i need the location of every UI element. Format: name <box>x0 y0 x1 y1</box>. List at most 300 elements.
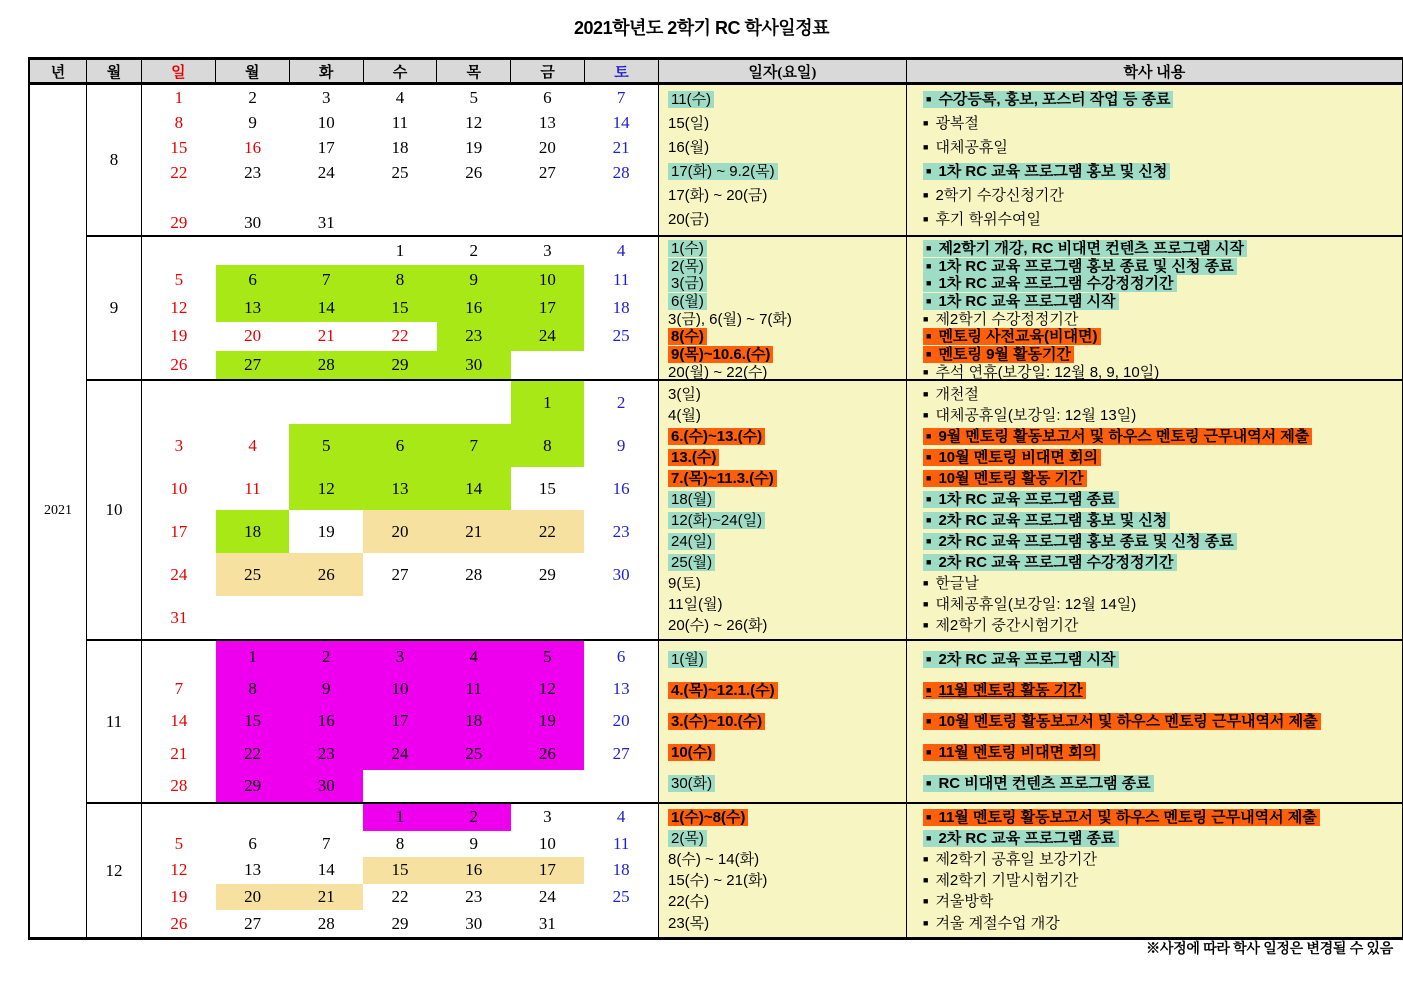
date-entry <box>668 407 902 425</box>
calendar-empty-cell <box>584 210 658 235</box>
event-text: ■ 대체공휴일 <box>923 139 1008 157</box>
calendar-day-11-20: 20 <box>612 711 630 731</box>
calendar-day-12-4: 4 <box>616 807 626 827</box>
date-text: 18(월) <box>668 491 715 508</box>
event-entry <box>923 386 1396 404</box>
calendar-day-12-10: 10 <box>538 833 556 853</box>
calendar-day-9-25: 25 <box>612 326 630 346</box>
calendar-day-9-7: 7 <box>289 265 363 293</box>
date-entry <box>668 163 902 181</box>
month-number-11: 11 <box>87 641 142 802</box>
calendar-empty-cell <box>584 351 658 379</box>
calendar-day-12-22: 22 <box>391 887 409 907</box>
calendar-day-9-15: 15 <box>363 294 437 322</box>
calendar-day-10-19: 19 <box>317 521 335 541</box>
calendar-day-8-21: 21 <box>612 137 630 157</box>
event-entry <box>923 407 1396 425</box>
event-entry <box>923 163 1396 181</box>
events-column-11 <box>907 641 1402 802</box>
calendar-day-12-8: 8 <box>395 833 405 853</box>
calendar-day-9-12: 12 <box>170 297 188 317</box>
month-block-12 <box>87 802 1402 937</box>
date-entry <box>668 775 902 793</box>
calendar-day-11-26: 26 <box>511 738 585 770</box>
calendar-empty-cell <box>363 596 437 639</box>
event-text: ■ 제2학기 수강정정기간 <box>923 310 1079 328</box>
header-day-thu: 목 <box>437 60 511 82</box>
date-text: 3(금), 6(월) ~ 7(화) <box>668 310 792 328</box>
calendar-day-9-23: 23 <box>437 322 511 350</box>
calendar-empty-cell <box>511 185 585 210</box>
calendar-day-12-11: 11 <box>612 833 630 853</box>
event-entry <box>923 449 1396 467</box>
bullet-square-icon: ■ <box>926 296 932 307</box>
event-entry <box>923 872 1396 890</box>
bullet-square-icon: ■ <box>926 451 932 462</box>
calendar-day-8-22: 22 <box>170 162 188 182</box>
calendar-day-9-6: 6 <box>216 265 290 293</box>
calendar-day-11-11: 11 <box>437 673 511 705</box>
date-text: 3(일) <box>668 385 701 403</box>
header-day-tue: 화 <box>290 60 364 82</box>
event-text: ■ 제2학기 중간시험기간 <box>923 616 1079 634</box>
calendar-day-9-21: 21 <box>317 326 335 346</box>
calendar-day-9-1: 1 <box>395 241 405 261</box>
event-text: ■ 광복절 <box>923 115 979 133</box>
date-entry <box>668 115 902 133</box>
calendar-day-8-12: 12 <box>465 112 483 132</box>
event-entry <box>923 775 1396 793</box>
event-entry <box>923 809 1396 827</box>
bullet-square-icon: ■ <box>926 94 932 105</box>
date-text: 1(수) <box>668 240 707 257</box>
calendar-empty-cell <box>437 596 511 639</box>
date-text: 3.(수)~10.(수) <box>668 713 765 730</box>
bullet-square-icon: ■ <box>923 409 929 420</box>
calendar-day-9-4: 4 <box>616 241 626 261</box>
date-entry <box>668 830 902 848</box>
bullet-square-icon: ■ <box>926 514 932 525</box>
calendar-empty-cell <box>216 381 290 424</box>
calendar-grid-8 <box>142 85 659 235</box>
calendar-day-12-2: 2 <box>437 804 511 831</box>
month-number-8: 8 <box>87 85 142 235</box>
month-block-9 <box>87 235 1402 379</box>
calendar-empty-cell <box>289 804 363 831</box>
calendar-day-11-2: 2 <box>289 641 363 673</box>
date-entry <box>668 346 902 364</box>
calendar-day-10-7: 7 <box>437 424 511 467</box>
date-text: 8(수) <box>668 328 707 345</box>
calendar-day-12-6: 6 <box>248 833 257 853</box>
bullet-square-icon: ■ <box>923 142 929 153</box>
date-text: 1(월) <box>668 651 707 668</box>
event-text: ■ 1차 RC 교육 프로그램 홍보 및 신청 <box>923 163 1170 180</box>
calendar-day-10-14: 14 <box>437 467 511 510</box>
calendar-day-11-12: 12 <box>511 673 585 705</box>
date-text: 4.(목)~12.1.(수) <box>668 682 778 699</box>
calendar-day-8-27: 27 <box>538 162 556 182</box>
calendar-day-11-16: 16 <box>289 705 363 737</box>
event-entry <box>923 311 1396 329</box>
date-text: 3(금) <box>668 275 707 292</box>
header-date-col: 일자(요일) <box>659 60 907 82</box>
calendar-empty-cell <box>584 185 658 210</box>
event-entry <box>923 428 1396 446</box>
calendar-empty-cell <box>142 185 216 210</box>
calendar-day-12-1: 1 <box>363 804 437 831</box>
date-text: 16(월) <box>668 139 710 157</box>
calendar-day-10-1: 1 <box>511 381 585 424</box>
date-text: 15(일) <box>668 115 710 133</box>
calendar-day-11-27: 27 <box>612 743 630 763</box>
calendar-day-11-17: 17 <box>363 705 437 737</box>
header-day-sat: 토 <box>585 60 659 82</box>
calendar-day-10-27: 27 <box>391 564 409 584</box>
date-entry <box>668 512 902 530</box>
event-text: ■ 2차 RC 교육 프로그램 홍보 및 신청 <box>923 512 1170 529</box>
event-text: ■ 2차 RC 교육 프로그램 수강정정기간 <box>923 554 1177 571</box>
date-text: 6.(수)~13.(수) <box>668 428 765 445</box>
calendar-empty-cell <box>216 596 290 639</box>
calendar-day-10-30: 30 <box>612 564 630 584</box>
calendar-day-8-1: 1 <box>174 87 184 107</box>
date-text: 7.(목)~11.3.(수) <box>668 470 777 487</box>
calendar-day-11-6: 6 <box>616 647 626 667</box>
table-body <box>30 85 1402 937</box>
calendar-day-9-11: 11 <box>612 269 630 289</box>
dates-column-8 <box>659 85 907 235</box>
calendar-day-9-20: 20 <box>244 326 262 346</box>
date-entry <box>668 240 902 258</box>
date-text: 30(화) <box>668 775 715 792</box>
bullet-square-icon: ■ <box>926 243 932 253</box>
calendar-day-10-10: 10 <box>170 478 188 498</box>
calendar-day-10-15: 15 <box>538 478 556 498</box>
calendar-day-9-14: 14 <box>289 294 363 322</box>
event-entry <box>923 187 1396 205</box>
calendar-day-10-4: 4 <box>248 435 257 455</box>
year-cell: 2021 <box>30 85 87 937</box>
event-text: ■ 겨울 계절수업 개강 <box>923 914 1060 932</box>
calendar-day-11-28: 28 <box>170 775 188 795</box>
event-text: ■ 겨울방학 <box>923 893 994 911</box>
calendar-day-8-4: 4 <box>395 87 405 107</box>
calendar-day-8-9: 9 <box>248 112 257 132</box>
bullet-square-icon: ■ <box>923 388 929 399</box>
calendar-day-12-31: 31 <box>538 913 556 933</box>
date-text: 8(수) ~ 14(화) <box>668 851 760 869</box>
event-text: ■ 11월 멘토링 활동 기간 <box>923 682 1086 699</box>
calendar-empty-cell <box>142 381 216 424</box>
calendar-day-11-7: 7 <box>174 679 184 699</box>
date-entry <box>668 682 902 700</box>
calendar-day-12-3: 3 <box>543 807 552 827</box>
calendar-day-11-10: 10 <box>363 673 437 705</box>
month-block-10 <box>87 379 1402 639</box>
events-column-10 <box>907 381 1402 639</box>
calendar-day-8-30: 30 <box>244 212 262 232</box>
month-number-10: 10 <box>87 381 142 639</box>
calendar-day-8-24: 24 <box>317 162 335 182</box>
bullet-square-icon: ■ <box>926 472 932 483</box>
date-text: 22(수) <box>668 893 710 911</box>
date-entry <box>668 851 902 869</box>
calendar-day-12-9: 9 <box>469 833 478 853</box>
bullet-square-icon: ■ <box>926 715 932 726</box>
calendar-day-12-27: 27 <box>244 913 262 933</box>
event-entry <box>923 617 1396 635</box>
calendar-day-10-8: 8 <box>511 424 585 467</box>
calendar-day-10-11: 11 <box>244 478 261 498</box>
calendar-day-11-13: 13 <box>612 679 630 699</box>
calendar-day-8-2: 2 <box>248 87 257 107</box>
date-entry <box>668 91 902 109</box>
bullet-square-icon: ■ <box>923 190 929 201</box>
calendar-day-9-8: 8 <box>363 265 437 293</box>
calendar-day-11-21: 21 <box>170 743 188 763</box>
months-container <box>87 85 1402 937</box>
calendar-day-8-20: 20 <box>538 137 556 157</box>
calendar-day-11-3: 3 <box>363 641 437 673</box>
calendar-grid-10 <box>142 381 659 639</box>
event-entry <box>923 328 1396 346</box>
calendar-day-9-22: 22 <box>391 326 409 346</box>
calendar-empty-cell <box>142 804 216 831</box>
calendar-day-9-16: 16 <box>437 294 511 322</box>
date-entry <box>668 386 902 404</box>
event-text: ■ 대체공휴일(보강일: 12월 13일) <box>923 406 1137 424</box>
event-text: ■ 10월 멘토링 활동 기간 <box>923 470 1087 487</box>
date-entry <box>668 428 902 446</box>
calendar-day-10-9: 9 <box>616 435 626 455</box>
calendar-empty-cell <box>142 237 216 265</box>
date-entry <box>668 364 902 382</box>
date-entry <box>668 293 902 311</box>
header-day-sun: 일 <box>142 60 216 82</box>
bullet-square-icon: ■ <box>926 278 932 289</box>
calendar-day-10-26: 26 <box>289 553 363 596</box>
calendar-day-10-2: 2 <box>616 392 626 412</box>
event-entry <box>923 512 1396 530</box>
calendar-day-9-13: 13 <box>216 294 290 322</box>
calendar-day-10-28: 28 <box>465 564 483 584</box>
events-column-9 <box>907 237 1402 379</box>
calendar-day-12-17: 17 <box>511 857 585 884</box>
bullet-square-icon: ■ <box>926 684 932 695</box>
calendar-day-8-18: 18 <box>391 137 409 157</box>
date-entry <box>668 713 902 731</box>
event-entry <box>923 554 1396 572</box>
calendar-day-9-30: 30 <box>437 351 511 379</box>
dates-column-12 <box>659 804 907 937</box>
date-text: 12(화)~24(일) <box>668 512 765 529</box>
calendar-day-9-2: 2 <box>469 241 478 261</box>
date-text: 17(화) ~ 9.2(목) <box>668 163 778 180</box>
bullet-square-icon: ■ <box>926 832 932 843</box>
date-entry <box>668 893 902 911</box>
table-header-row <box>30 60 1402 85</box>
calendar-empty-cell <box>511 770 585 802</box>
calendar-day-11-14: 14 <box>170 711 188 731</box>
calendar-day-8-6: 6 <box>543 87 552 107</box>
event-text: ■ 2차 RC 교육 프로그램 시작 <box>923 651 1119 668</box>
calendar-day-12-24: 24 <box>538 887 556 907</box>
calendar-day-10-25: 25 <box>216 553 290 596</box>
calendar-empty-cell <box>437 381 511 424</box>
bullet-square-icon: ■ <box>923 118 929 129</box>
date-entry <box>668 915 902 933</box>
date-text: 11일(월) <box>668 595 723 613</box>
calendar-day-12-30: 30 <box>465 913 483 933</box>
calendar-day-8-5: 5 <box>469 87 478 107</box>
calendar-day-9-10: 10 <box>511 265 585 293</box>
event-text: ■ 대체공휴일(보강일: 12월 14일) <box>923 595 1137 613</box>
event-entry <box>923 258 1396 276</box>
bullet-square-icon: ■ <box>926 811 932 822</box>
calendar-day-8-16: 16 <box>244 137 262 157</box>
calendar-day-12-18: 18 <box>612 860 630 880</box>
calendar-empty-cell <box>289 596 363 639</box>
calendar-day-12-12: 12 <box>170 860 188 880</box>
calendar-day-10-3: 3 <box>174 435 184 455</box>
event-entry <box>923 364 1396 382</box>
event-text: ■ 11월 멘토링 비대면 회의 <box>923 744 1100 761</box>
calendar-day-12-28: 28 <box>317 913 335 933</box>
bullet-square-icon: ■ <box>926 556 932 567</box>
date-text: 9(목)~10.6.(수) <box>668 346 773 363</box>
event-entry <box>923 491 1396 509</box>
bullet-square-icon: ■ <box>923 917 929 928</box>
calendar-day-9-18: 18 <box>612 297 630 317</box>
event-entry <box>923 893 1396 911</box>
event-entry <box>923 139 1396 157</box>
calendar-empty-cell <box>584 910 658 937</box>
event-text: ■ 수강등록, 홍보, 포스터 작업 등 종료 <box>923 91 1173 108</box>
calendar-day-9-24: 24 <box>511 322 585 350</box>
event-text: ■ 1차 RC 교육 프로그램 종료 <box>923 491 1119 508</box>
date-text: 13.(수) <box>668 449 719 466</box>
date-text: 23(목) <box>668 914 710 932</box>
bullet-square-icon: ■ <box>923 313 929 324</box>
dates-column-10 <box>659 381 907 639</box>
calendar-day-12-13: 13 <box>244 860 262 880</box>
event-entry <box>923 682 1396 700</box>
calendar-day-12-20: 20 <box>216 884 290 911</box>
date-text: 11(수) <box>668 91 714 108</box>
calendar-day-11-30: 30 <box>289 770 363 802</box>
event-entry <box>923 713 1396 731</box>
date-text: 25(월) <box>668 554 715 571</box>
event-entry <box>923 115 1396 133</box>
event-text: ■ RC 비대면 컨텐츠 프로그램 종료 <box>923 775 1154 792</box>
calendar-day-10-29: 29 <box>538 564 556 584</box>
calendar-day-11-18: 18 <box>437 705 511 737</box>
calendar-day-11-9: 9 <box>289 673 363 705</box>
event-text: ■ 2차 RC 교육 프로그램 종료 <box>923 830 1119 847</box>
calendar-empty-cell <box>289 185 363 210</box>
calendar-grid-9 <box>142 237 659 379</box>
event-text: ■ 멘토링 사전교육(비대면) <box>923 328 1101 345</box>
month-block-8 <box>87 85 1402 235</box>
calendar-day-12-26: 26 <box>170 913 188 933</box>
calendar-day-12-5: 5 <box>174 833 184 853</box>
event-entry <box>923 575 1396 593</box>
date-entry <box>668 187 902 205</box>
calendar-day-8-14: 14 <box>612 112 630 132</box>
calendar-day-9-29: 29 <box>363 351 437 379</box>
date-text: 1(수)~8(수) <box>668 809 748 826</box>
event-text: ■ 1차 RC 교육 프로그램 홍보 종료 및 신청 종료 <box>923 258 1237 275</box>
calendar-empty-cell <box>363 770 437 802</box>
header-year: 년 <box>30 60 87 82</box>
date-entry <box>668 311 902 329</box>
calendar-day-10-24: 24 <box>170 564 188 584</box>
calendar-day-8-19: 19 <box>465 137 483 157</box>
calendar-empty-cell <box>511 351 585 379</box>
event-entry <box>923 91 1396 109</box>
event-text: ■ 9월 멘토링 활동보고서 및 하우스 멘토링 근무내역서 제출 <box>923 428 1312 445</box>
date-text: 20(금) <box>668 211 710 229</box>
bullet-square-icon: ■ <box>926 260 932 271</box>
calendar-day-11-8: 8 <box>216 673 290 705</box>
event-text: ■ 1차 RC 교육 프로그램 시작 <box>923 293 1119 310</box>
event-entry <box>923 293 1396 311</box>
calendar-empty-cell <box>216 185 290 210</box>
calendar-day-10-6: 6 <box>363 424 437 467</box>
event-text: ■ 2차 RC 교육 프로그램 홍보 종료 및 신청 종료 <box>923 533 1237 550</box>
date-text: 9(토) <box>668 574 701 592</box>
event-entry <box>923 470 1396 488</box>
bullet-square-icon: ■ <box>926 653 932 664</box>
calendar-empty-cell <box>363 210 437 235</box>
calendar-day-8-31: 31 <box>317 212 335 232</box>
event-text: ■ 1차 RC 교육 프로그램 수강정정기간 <box>923 275 1177 292</box>
date-entry <box>668 744 902 762</box>
event-text: ■ 10월 멘토링 활동보고서 및 하우스 멘토링 근무내역서 제출 <box>923 713 1321 730</box>
date-text: 2(목) <box>668 830 707 847</box>
calendar-day-11-22: 22 <box>216 738 290 770</box>
calendar-day-10-31: 31 <box>170 607 188 627</box>
event-entry <box>923 651 1396 669</box>
bullet-square-icon: ■ <box>926 493 932 504</box>
calendar-day-12-29: 29 <box>391 913 409 933</box>
bullet-square-icon: ■ <box>923 896 929 907</box>
date-entry <box>668 651 902 669</box>
calendar-empty-cell <box>584 770 658 802</box>
bullet-square-icon: ■ <box>923 619 929 630</box>
calendar-empty-cell <box>142 641 216 673</box>
date-entry <box>668 258 902 276</box>
calendar-day-12-16: 16 <box>437 857 511 884</box>
calendar-day-9-28: 28 <box>289 351 363 379</box>
event-entry <box>923 533 1396 551</box>
calendar-day-10-16: 16 <box>612 478 630 498</box>
calendar-day-9-5: 5 <box>174 269 184 289</box>
calendar-day-12-23: 23 <box>465 887 483 907</box>
event-entry <box>923 830 1396 848</box>
event-entry <box>923 851 1396 869</box>
calendar-day-10-17: 17 <box>170 521 188 541</box>
date-entry <box>668 533 902 551</box>
date-entry <box>668 617 902 635</box>
event-text: ■ 2학기 수강신청기간 <box>923 187 1064 205</box>
date-entry <box>668 139 902 157</box>
calendar-day-9-3: 3 <box>543 241 552 261</box>
month-number-12: 12 <box>87 804 142 937</box>
event-entry <box>923 346 1396 364</box>
calendar-day-8-15: 15 <box>170 137 188 157</box>
